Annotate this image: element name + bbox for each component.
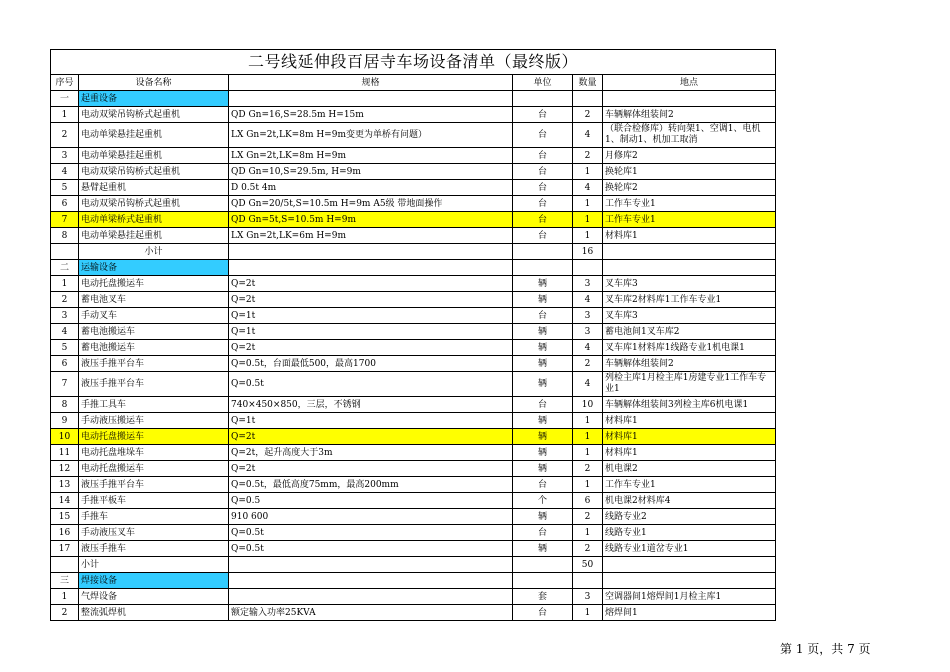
spec-cell[interactable]: 910 600 (229, 509, 513, 525)
location-cell[interactable]: 机电课2 (603, 461, 776, 477)
location-cell[interactable] (603, 573, 776, 589)
unit-cell[interactable] (513, 244, 573, 260)
location-cell[interactable]: 空调器间1熔焊间1月检主库1 (603, 589, 776, 605)
spec-cell[interactable]: QD Gn=5t,S=10.5m H=9m (229, 212, 513, 228)
qty-cell[interactable]: 2 (573, 356, 603, 372)
spec-cell[interactable]: 额定输入功率25KVA (229, 605, 513, 621)
seq-cell[interactable]: 12 (51, 461, 79, 477)
seq-cell[interactable]: 6 (51, 356, 79, 372)
header-name[interactable]: 设备名称 (79, 75, 229, 91)
name-cell[interactable]: 蓄电池搬运车 (79, 324, 229, 340)
section-row (51, 260, 776, 276)
name-cell[interactable]: 蓄电池搬运车 (79, 340, 229, 356)
qty-cell[interactable] (573, 91, 603, 107)
name-cell[interactable]: 电动单梁悬挂起重机 (79, 148, 229, 164)
qty-cell[interactable]: 2 (573, 461, 603, 477)
qty-cell[interactable]: 1 (573, 212, 603, 228)
header-spec[interactable]: 规格 (229, 75, 513, 91)
spec-cell[interactable]: Q=1t (229, 308, 513, 324)
section-seq-cell[interactable]: 三 (51, 573, 79, 589)
location-cell[interactable]: 蓄电池间1叉车库2 (603, 324, 776, 340)
unit-cell[interactable]: 辆 (513, 340, 573, 356)
seq-cell[interactable]: 2 (51, 292, 79, 308)
spec-cell[interactable]: Q=1t (229, 324, 513, 340)
seq-cell[interactable]: 8 (51, 397, 79, 413)
qty-cell[interactable]: 1 (573, 164, 603, 180)
spec-cell[interactable] (229, 244, 513, 260)
qty-cell[interactable]: 1 (573, 445, 603, 461)
name-cell[interactable]: 电动单梁桥式起重机 (79, 212, 229, 228)
subtotal-row (51, 557, 776, 573)
name-cell[interactable]: 液压手推平台车 (79, 477, 229, 493)
qty-cell[interactable]: 2 (573, 541, 603, 557)
spec-cell[interactable]: Q=2t (229, 292, 513, 308)
name-cell[interactable]: 手动液压叉车 (79, 525, 229, 541)
seq-cell[interactable]: 6 (51, 196, 79, 212)
location-cell[interactable]: 机电课2材料库4 (603, 493, 776, 509)
seq-cell[interactable]: 1 (51, 589, 79, 605)
name-cell[interactable]: 气焊设备 (79, 589, 229, 605)
location-cell[interactable]: 车辆解体组装间2 (603, 107, 776, 123)
unit-cell[interactable]: 辆 (513, 541, 573, 557)
section-name-cell[interactable]: 起重设备 (79, 91, 229, 107)
table-row (51, 164, 776, 180)
section-name-cell[interactable]: 焊接设备 (79, 573, 229, 589)
name-cell[interactable]: 手动液压搬运车 (79, 413, 229, 429)
seq-cell[interactable]: 10 (51, 429, 79, 445)
header-row (51, 75, 776, 91)
spec-cell[interactable]: Q=0.5t (229, 525, 513, 541)
location-cell[interactable]: 列检主库1月检主库1房建专业1工作车专业1 (603, 372, 776, 397)
unit-cell[interactable] (513, 573, 573, 589)
spec-cell[interactable]: LX Gn=2t,LK=6m H=9m (229, 228, 513, 244)
seq-cell[interactable]: 2 (51, 123, 79, 148)
seq-cell[interactable]: 9 (51, 413, 79, 429)
spec-cell[interactable]: Q=2t (229, 340, 513, 356)
name-cell[interactable]: 电动托盘搬运车 (79, 429, 229, 445)
location-cell[interactable]: 换轮库1 (603, 164, 776, 180)
unit-cell[interactable]: 台 (513, 180, 573, 196)
name-cell[interactable]: 液压手推车 (79, 541, 229, 557)
spec-cell[interactable]: Q=0.5t (229, 372, 513, 397)
qty-cell[interactable]: 1 (573, 477, 603, 493)
qty-cell[interactable]: 3 (573, 276, 603, 292)
table-row (51, 107, 776, 123)
qty-cell[interactable]: 2 (573, 509, 603, 525)
qty-cell[interactable]: 4 (573, 180, 603, 196)
location-cell[interactable]: 月修库2 (603, 148, 776, 164)
table-row (51, 461, 776, 477)
seq-cell[interactable]: 11 (51, 445, 79, 461)
spec-cell[interactable] (229, 573, 513, 589)
qty-cell[interactable] (573, 260, 603, 276)
location-cell[interactable] (603, 557, 776, 573)
qty-cell[interactable]: 1 (573, 525, 603, 541)
seq-cell[interactable]: 1 (51, 107, 79, 123)
unit-cell[interactable]: 辆 (513, 413, 573, 429)
seq-cell[interactable] (51, 244, 79, 260)
unit-cell[interactable]: 辆 (513, 292, 573, 308)
table-row (51, 356, 776, 372)
table-row (51, 324, 776, 340)
header-seq[interactable]: 序号 (51, 75, 79, 91)
spec-cell[interactable]: Q=0.5 (229, 493, 513, 509)
location-cell[interactable]: 线路专业1道岔专业1 (603, 541, 776, 557)
spec-cell[interactable]: 740×450×850，三层，不锈钢 (229, 397, 513, 413)
table-row (51, 148, 776, 164)
location-cell[interactable]: 熔焊间1 (603, 605, 776, 621)
location-cell[interactable]: 材料库1 (603, 413, 776, 429)
header-unit[interactable]: 单位 (513, 75, 573, 91)
table-row (51, 180, 776, 196)
spec-cell[interactable]: Q=2t (229, 429, 513, 445)
qty-cell[interactable]: 3 (573, 589, 603, 605)
location-cell[interactable]: 线路专业1 (603, 525, 776, 541)
table-row (51, 413, 776, 429)
location-cell[interactable]: 材料库1 (603, 429, 776, 445)
unit-cell[interactable]: 套 (513, 589, 573, 605)
sheet-title: 二号线延伸段百居寺车场设备清单（最终版） (51, 50, 776, 75)
section-row (51, 573, 776, 589)
unit-cell[interactable]: 辆 (513, 372, 573, 397)
spec-cell[interactable]: D 0.5t 4m (229, 180, 513, 196)
qty-cell[interactable]: 4 (573, 340, 603, 356)
name-cell[interactable]: 悬臂起重机 (79, 180, 229, 196)
qty-cell[interactable]: 1 (573, 196, 603, 212)
location-cell[interactable] (603, 91, 776, 107)
qty-cell[interactable] (573, 573, 603, 589)
unit-cell[interactable]: 台 (513, 477, 573, 493)
spec-cell[interactable] (229, 557, 513, 573)
seq-cell[interactable]: 5 (51, 180, 79, 196)
name-cell[interactable]: 手推车 (79, 509, 229, 525)
name-cell[interactable]: 电动双梁吊钩桥式起重机 (79, 164, 229, 180)
unit-cell[interactable] (513, 557, 573, 573)
seq-cell[interactable]: 1 (51, 276, 79, 292)
unit-cell[interactable]: 辆 (513, 461, 573, 477)
table-row (51, 429, 776, 445)
unit-cell[interactable]: 辆 (513, 276, 573, 292)
qty-cell[interactable]: 4 (573, 123, 603, 148)
table-row (51, 372, 776, 397)
name-cell[interactable]: 电动托盘搬运车 (79, 276, 229, 292)
location-cell[interactable]: 工作车专业1 (603, 477, 776, 493)
section-seq-cell[interactable]: 一 (51, 91, 79, 107)
section-row (51, 91, 776, 107)
seq-cell[interactable]: 7 (51, 212, 79, 228)
unit-cell[interactable]: 辆 (513, 356, 573, 372)
spec-cell[interactable]: Q=0.5t，台面最低500，最高1700 (229, 356, 513, 372)
table-row (51, 212, 776, 228)
name-cell[interactable]: 液压手推平台车 (79, 372, 229, 397)
seq-cell[interactable] (51, 557, 79, 573)
name-cell[interactable]: 手动叉车 (79, 308, 229, 324)
unit-cell[interactable]: 辆 (513, 429, 573, 445)
section-seq-cell[interactable]: 二 (51, 260, 79, 276)
seq-cell[interactable]: 8 (51, 228, 79, 244)
qty-cell[interactable]: 4 (573, 372, 603, 397)
location-cell[interactable]: 叉车库2材料库1工作车专业1 (603, 292, 776, 308)
qty-cell[interactable]: 1 (573, 228, 603, 244)
location-cell[interactable]: （联合检修库）转向架1、空调1、电机1、制动1、机加工取消 (603, 123, 776, 148)
spec-cell[interactable]: Q=2t (229, 461, 513, 477)
name-cell[interactable]: 手推平板车 (79, 493, 229, 509)
location-cell[interactable]: 材料库1 (603, 445, 776, 461)
name-cell[interactable]: 电动双梁吊钩桥式起重机 (79, 196, 229, 212)
section-name-cell[interactable]: 运输设备 (79, 260, 229, 276)
page-footer: 第 1 页，共 7 页 (780, 642, 871, 656)
location-cell[interactable]: 车辆解体组装间2 (603, 356, 776, 372)
table-row (51, 196, 776, 212)
qty-cell[interactable]: 1 (573, 605, 603, 621)
unit-cell[interactable]: 个 (513, 493, 573, 509)
subtotal-label-cell[interactable]: 小计 (79, 557, 229, 573)
location-cell[interactable] (603, 244, 776, 260)
location-cell[interactable]: 工作车专业1 (603, 196, 776, 212)
table-row (51, 541, 776, 557)
spec-cell[interactable]: LX Gn=2t,LK=8m H=9m变更为单桥有问题） (229, 123, 513, 148)
name-cell[interactable]: 电动单梁悬挂起重机 (79, 228, 229, 244)
unit-cell[interactable]: 辆 (513, 509, 573, 525)
subtotal-qty-cell[interactable]: 16 (573, 244, 603, 260)
subtotal-label-cell[interactable]: 小计 (79, 244, 229, 260)
location-cell[interactable]: 叉车库3 (603, 276, 776, 292)
location-cell[interactable]: 材料库1 (603, 228, 776, 244)
unit-cell[interactable]: 台 (513, 308, 573, 324)
table-row (51, 477, 776, 493)
spec-cell[interactable]: LX Gn=2t,LK=8m H=9m (229, 148, 513, 164)
unit-cell[interactable]: 辆 (513, 445, 573, 461)
location-cell[interactable]: 叉车库3 (603, 308, 776, 324)
table-row (51, 445, 776, 461)
table-row (51, 276, 776, 292)
seq-cell[interactable]: 4 (51, 324, 79, 340)
spec-cell[interactable]: Q=0.5t (229, 541, 513, 557)
unit-cell[interactable] (513, 260, 573, 276)
table-row (51, 589, 776, 605)
spec-cell[interactable]: Q=2t，起升高度大于3m (229, 445, 513, 461)
unit-cell[interactable] (513, 91, 573, 107)
qty-cell[interactable]: 2 (573, 107, 603, 123)
table-row (51, 605, 776, 621)
spec-cell[interactable]: Q=0.5t，最低高度75mm，最高200mm (229, 477, 513, 493)
spec-cell[interactable]: Q=1t (229, 413, 513, 429)
location-cell[interactable]: 叉车库1材料库1线路专业1机电课1 (603, 340, 776, 356)
unit-cell[interactable]: 辆 (513, 324, 573, 340)
header-location[interactable]: 地点 (603, 75, 776, 91)
seq-cell[interactable]: 14 (51, 493, 79, 509)
table-row (51, 292, 776, 308)
name-cell[interactable]: 电动单梁悬挂起重机 (79, 123, 229, 148)
seq-cell[interactable]: 15 (51, 509, 79, 525)
qty-cell[interactable]: 3 (573, 324, 603, 340)
unit-cell[interactable]: 台 (513, 228, 573, 244)
unit-cell[interactable]: 台 (513, 148, 573, 164)
spec-cell[interactable] (229, 91, 513, 107)
location-cell[interactable]: 线路专业2 (603, 509, 776, 525)
unit-cell[interactable]: 台 (513, 196, 573, 212)
qty-cell[interactable]: 1 (573, 429, 603, 445)
table-row (51, 397, 776, 413)
seq-cell[interactable]: 13 (51, 477, 79, 493)
table-row (51, 228, 776, 244)
subtotal-qty-cell[interactable]: 50 (573, 557, 603, 573)
qty-cell[interactable]: 6 (573, 493, 603, 509)
seq-cell[interactable]: 3 (51, 148, 79, 164)
location-cell[interactable]: 工作车专业1 (603, 212, 776, 228)
spec-cell[interactable] (229, 260, 513, 276)
name-cell[interactable]: 电动双梁吊钩桥式起重机 (79, 107, 229, 123)
spec-cell[interactable]: Q=2t (229, 276, 513, 292)
name-cell[interactable]: 蓄电池叉车 (79, 292, 229, 308)
location-cell[interactable] (603, 260, 776, 276)
seq-cell[interactable]: 2 (51, 605, 79, 621)
unit-cell[interactable]: 台 (513, 525, 573, 541)
qty-cell[interactable]: 1 (573, 413, 603, 429)
table-row (51, 340, 776, 356)
table-row (51, 525, 776, 541)
seq-cell[interactable]: 3 (51, 308, 79, 324)
unit-cell[interactable]: 台 (513, 107, 573, 123)
spec-cell[interactable]: QD Gn=16,S=28.5m H=15m (229, 107, 513, 123)
header-qty[interactable]: 数量 (573, 75, 603, 91)
name-cell[interactable]: 液压手推平台车 (79, 356, 229, 372)
qty-cell[interactable]: 4 (573, 292, 603, 308)
equipment-list-table (50, 49, 776, 621)
table-row (51, 308, 776, 324)
name-cell[interactable]: 手推工具车 (79, 397, 229, 413)
qty-cell[interactable]: 3 (573, 308, 603, 324)
name-cell[interactable]: 电动托盘堆垛车 (79, 445, 229, 461)
qty-cell[interactable]: 10 (573, 397, 603, 413)
spec-cell[interactable] (229, 589, 513, 605)
spec-cell[interactable]: QD Gn=10,S=29.5m, H=9m (229, 164, 513, 180)
name-cell[interactable]: 整流弧焊机 (79, 605, 229, 621)
qty-cell[interactable]: 2 (573, 148, 603, 164)
seq-cell[interactable]: 5 (51, 340, 79, 356)
subtotal-row (51, 244, 776, 260)
location-cell[interactable]: 车辆解体组装间3列检主库6机电课1 (603, 397, 776, 413)
name-cell[interactable]: 电动托盘搬运车 (79, 461, 229, 477)
location-cell[interactable]: 换轮库2 (603, 180, 776, 196)
unit-cell[interactable]: 台 (513, 397, 573, 413)
seq-cell[interactable]: 17 (51, 541, 79, 557)
unit-cell[interactable]: 台 (513, 123, 573, 148)
table-row (51, 493, 776, 509)
seq-cell[interactable]: 7 (51, 372, 79, 397)
unit-cell[interactable]: 台 (513, 605, 573, 621)
seq-cell[interactable]: 16 (51, 525, 79, 541)
spec-cell[interactable]: QD Gn=20/5t,S=10.5m H=9m A5级 带地面操作 (229, 196, 513, 212)
unit-cell[interactable]: 台 (513, 164, 573, 180)
table-row (51, 509, 776, 525)
unit-cell[interactable]: 台 (513, 212, 573, 228)
table-row (51, 123, 776, 148)
seq-cell[interactable]: 4 (51, 164, 79, 180)
